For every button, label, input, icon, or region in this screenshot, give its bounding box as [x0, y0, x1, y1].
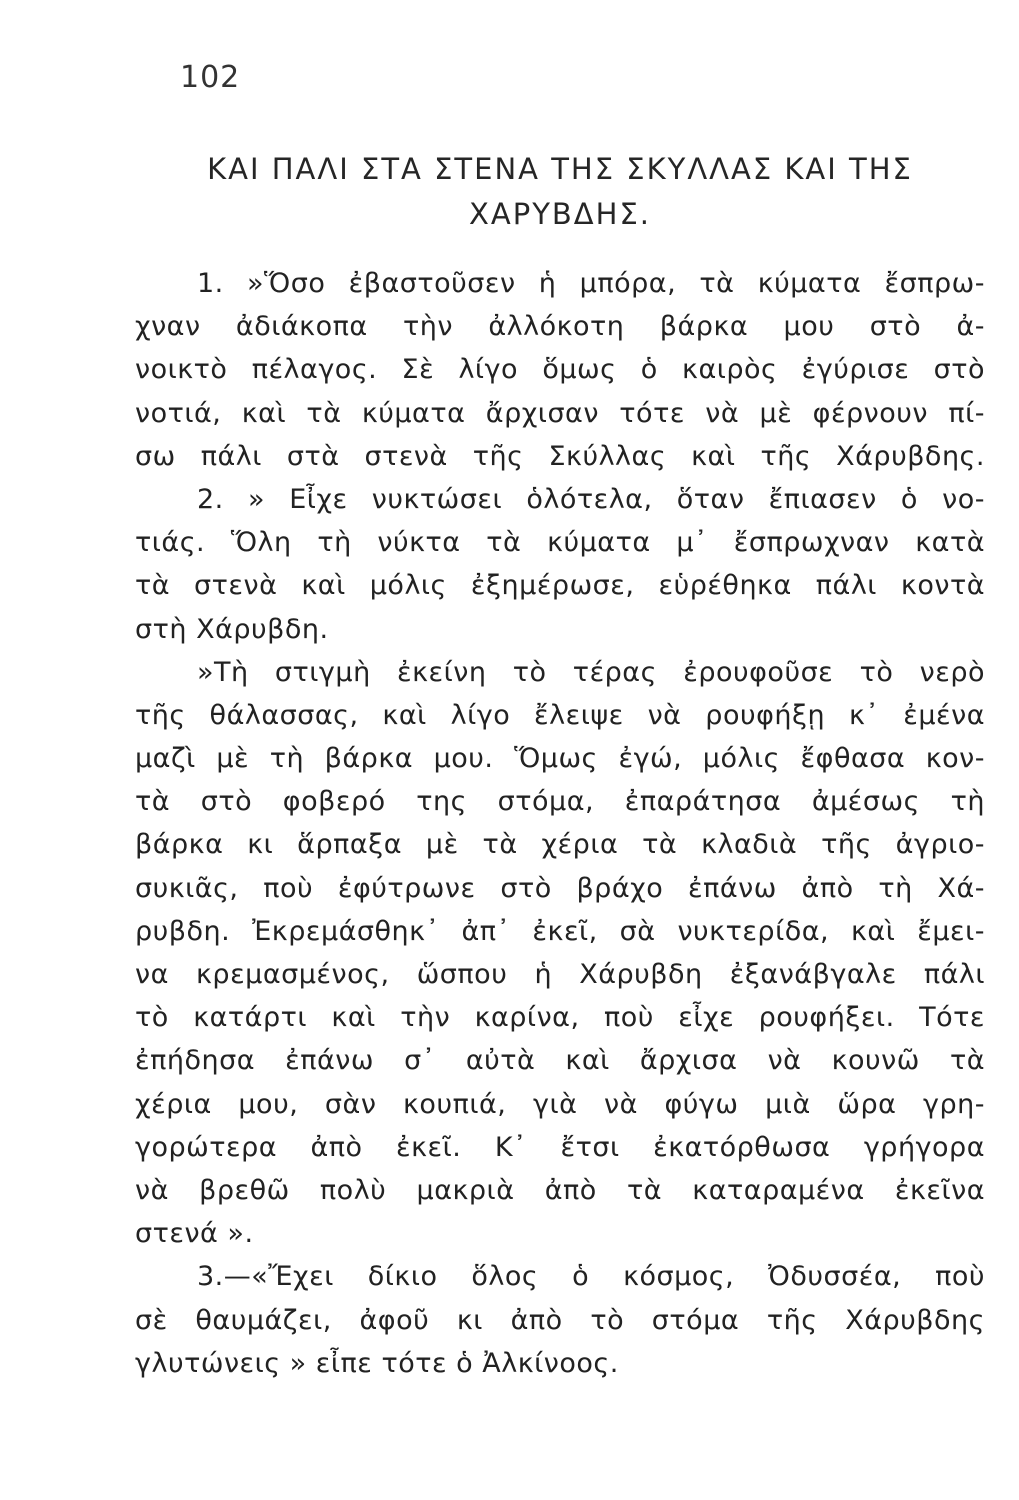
- text-line: νὰ βρεθῶ πολὺ μακριὰ ἀπὸ τὰ καταραμένα ἐκεῖνα: [135, 1174, 985, 1206]
- text-line: γορώτερα ἀπὸ ἐκεῖ. Κ᾽ ἔτσι ἐκατόρθωσα γρήγορα: [135, 1131, 985, 1163]
- text-line: ρυβδη. Ἐκρεμάσθηκ᾽ ἀπ᾽ ἐκεῖ, σὰ νυκτερίδα, καὶ ἔμει-: [135, 915, 985, 947]
- text-line: να κρεμασμένος, ὥσπου ἡ Χάρυβδη ἐξανάβγαλε πάλι: [135, 959, 985, 990]
- text-line: στὴ Χάρυβδη.: [135, 613, 329, 645]
- chapter-title-line-2: ΧΑΡΥΒΔΗΣ.: [469, 197, 651, 231]
- text-line: τὸ κατάρτι καὶ τὴν καρίνα, ποὺ εἶχε ρουφήξει. Τότε: [135, 1002, 985, 1034]
- text-line: χναν ἀδιάκοπα τὴν ἀλλόκοτη βάρκα μου στὸ ἀ-: [135, 311, 985, 343]
- text-line: ἐπήδησα ἐπάνω σ᾽ αὐτὰ καὶ ἄρχισα νὰ κουνῶ τὰ: [135, 1045, 985, 1077]
- text-line: συκιᾶς, ποὺ ἐφύτρωνε στὸ βράχο ἐπάνω ἀπὸ τὴ Χά-: [135, 872, 985, 904]
- text-line: νοικτὸ πέλαγος. Σὲ λίγο ὅμως ὁ καιρὸς ἐγύρισε στὸ: [135, 354, 985, 386]
- text-line: σὲ θαυμάζει, ἀφοῦ κι ἀπὸ τὸ στόμα τῆς Χάρυβδης: [135, 1304, 985, 1336]
- text-line: 3.—«Ἔχει δίκιο ὅλος ὁ κόσμος, Ὀδυσσέα, ποὺ: [197, 1261, 985, 1293]
- text-line: βάρκα κι ἅρπαξα μὲ τὰ χέρια τὰ κλαδιὰ τῆς ἀγριο-: [135, 829, 985, 861]
- text-line: νοτιά, καὶ τὰ κύματα ἄρχισαν τότε νὰ μὲ φέρνουν πί-: [135, 397, 985, 429]
- text-line: σω πάλι στὰ στενὰ τῆς Σκύλλας καὶ τῆς Χάρυβδης.: [135, 440, 985, 472]
- text-line: γλυτώνεις » εἶπε τότε ὁ Ἀλκίνοος.: [135, 1347, 619, 1379]
- text-line: μαζὶ μὲ τὴ βάρκα μου. Ὅμως ἐγώ, μόλις ἔφθασα κον-: [135, 743, 985, 775]
- text-line: 2. » Εἶχε νυκτώσει ὁλότελα, ὅταν ἔπιασεν ὁ νο-: [197, 483, 985, 515]
- text-line: στενά ».: [135, 1218, 254, 1250]
- text-line: τῆς θάλασσας, καὶ λίγο ἔλειψε νὰ ρουφήξῃ κ᾽ ἐμένα: [135, 699, 985, 731]
- text-line: τὰ στενὰ καὶ μόλις ἐξημέρωσε, εὑρέθηκα πάλι κοντὰ: [135, 570, 985, 602]
- text-line: 1. »Ὅσο ἐβαστοῦσεν ἡ μπόρα, τὰ κύματα ἔσπρω-: [197, 268, 985, 299]
- page-number: 102: [180, 60, 241, 95]
- chapter-title-line-1: ΚΑΙ ΠΑΛΙ ΣΤΑ ΣΤΕΝΑ ΤΗΣ ΣΚΥΛΛΑΣ ΚΑΙ ΤΗΣ: [207, 152, 913, 186]
- text-line: »Τὴ στιγμὴ ἐκείνη τὸ τέρας ἐρουφοῦσε τὸ νερὸ: [197, 656, 985, 688]
- text-line: τιάς. Ὅλη τὴ νύκτα τὰ κύματα μ᾽ ἔσπρωχναν κατὰ: [135, 527, 985, 559]
- body-text: [135, 262, 985, 1385]
- text-line: τὰ στὸ φοβερό της στόμα, ἐπαράτησα ἀμέσως τὴ: [135, 786, 985, 818]
- text-line: χέρια μου, σὰν κουπιά, γιὰ νὰ φύγω μιὰ ὥρα γρη-: [135, 1088, 985, 1120]
